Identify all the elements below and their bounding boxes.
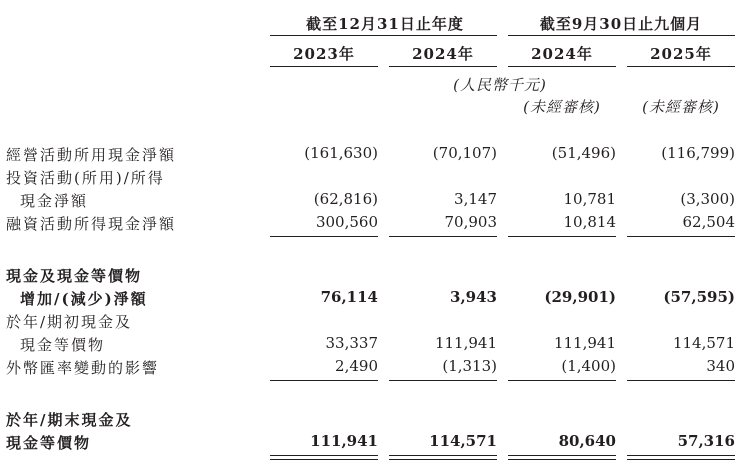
row-label-closing-cash: 於年/期末現金及 (6, 411, 133, 429)
cell: (161,630) (304, 144, 378, 162)
cell: 70,903 (444, 213, 497, 231)
subtotal-rule-2 (389, 236, 497, 237)
year-rule-4 (627, 66, 735, 67)
cell: 76,114 (320, 288, 378, 306)
cell: 340 (706, 357, 735, 375)
cell: (62,816) (313, 190, 378, 208)
row-label-opening-cash: 於年/期初現金及 (6, 313, 133, 331)
pre-total-rule-4 (627, 380, 735, 381)
year-rule-3 (508, 66, 616, 67)
total-double-rule-2 (389, 455, 497, 460)
cell: 33,337 (325, 334, 378, 352)
cell: (29,901) (544, 288, 616, 306)
total-double-rule-3 (508, 455, 616, 460)
cell: 62,504 (682, 213, 735, 231)
cell: (70,107) (432, 144, 497, 162)
cell: (116,799) (661, 144, 735, 162)
cell: 111,941 (310, 432, 378, 450)
year-rule-2 (389, 66, 497, 67)
cell: 111,941 (434, 334, 497, 352)
subtotal-rule-4 (627, 236, 735, 237)
cell: 10,781 (563, 190, 616, 208)
header-nine-months: 截至9月30日止九個月 (539, 15, 703, 33)
pre-total-rule-2 (389, 380, 497, 381)
row-label-net-change-cont: 增加/(減少)淨額 (20, 290, 148, 308)
unaudited-label-2: (未經審核) (642, 98, 720, 116)
row-label-investing: 投資活動(所用)/所得 (6, 169, 165, 187)
cell: 114,571 (429, 432, 497, 450)
cell: 80,640 (558, 432, 616, 450)
header-group-rule-1 (270, 35, 497, 36)
cell: 3,943 (450, 288, 497, 306)
cell: 111,941 (553, 334, 616, 352)
header-year-3: 2024年 (531, 45, 593, 63)
cell: 300,560 (315, 213, 378, 231)
row-label-opening-cash-cont: 現金等價物 (20, 336, 106, 354)
cell: 3,147 (454, 190, 497, 208)
row-label-financing: 融資活動所得現金淨額 (6, 215, 177, 233)
row-label-net-change: 現金及現金等價物 (6, 267, 143, 285)
header-year-ended: 截至12月31日止年度 (306, 15, 464, 33)
cell: 10,814 (563, 213, 616, 231)
subtotal-rule-3 (508, 236, 616, 237)
row-label-operating: 經營活動所用現金淨額 (6, 146, 177, 164)
unaudited-label-1: (未經審核) (523, 98, 601, 116)
cell: (1,313) (442, 357, 497, 375)
cell: 57,316 (677, 432, 735, 450)
header-year-4: 2025年 (650, 45, 712, 63)
cell: (1,400) (561, 357, 616, 375)
cell: (3,300) (680, 190, 735, 208)
total-double-rule-4 (627, 455, 735, 460)
total-double-rule-1 (270, 455, 378, 460)
subtotal-rule-1 (270, 236, 378, 237)
cell: (57,595) (663, 288, 735, 306)
header-year-1: 2023年 (293, 45, 355, 63)
row-label-closing-cash-cont: 現金等價物 (6, 434, 92, 452)
year-rule-1 (270, 66, 378, 67)
cell: 114,571 (672, 334, 735, 352)
cell: 2,490 (335, 357, 378, 375)
header-year-2: 2024年 (412, 45, 474, 63)
row-label-investing-cont: 現金淨額 (20, 192, 89, 210)
header-group-rule-2 (508, 35, 735, 36)
cell: (51,496) (551, 144, 616, 162)
currency-unit: (人民幣千元) (453, 76, 547, 94)
pre-total-rule-1 (270, 380, 378, 381)
pre-total-rule-3 (508, 380, 616, 381)
row-label-fx-effect: 外幣匯率變動的影響 (6, 359, 160, 377)
